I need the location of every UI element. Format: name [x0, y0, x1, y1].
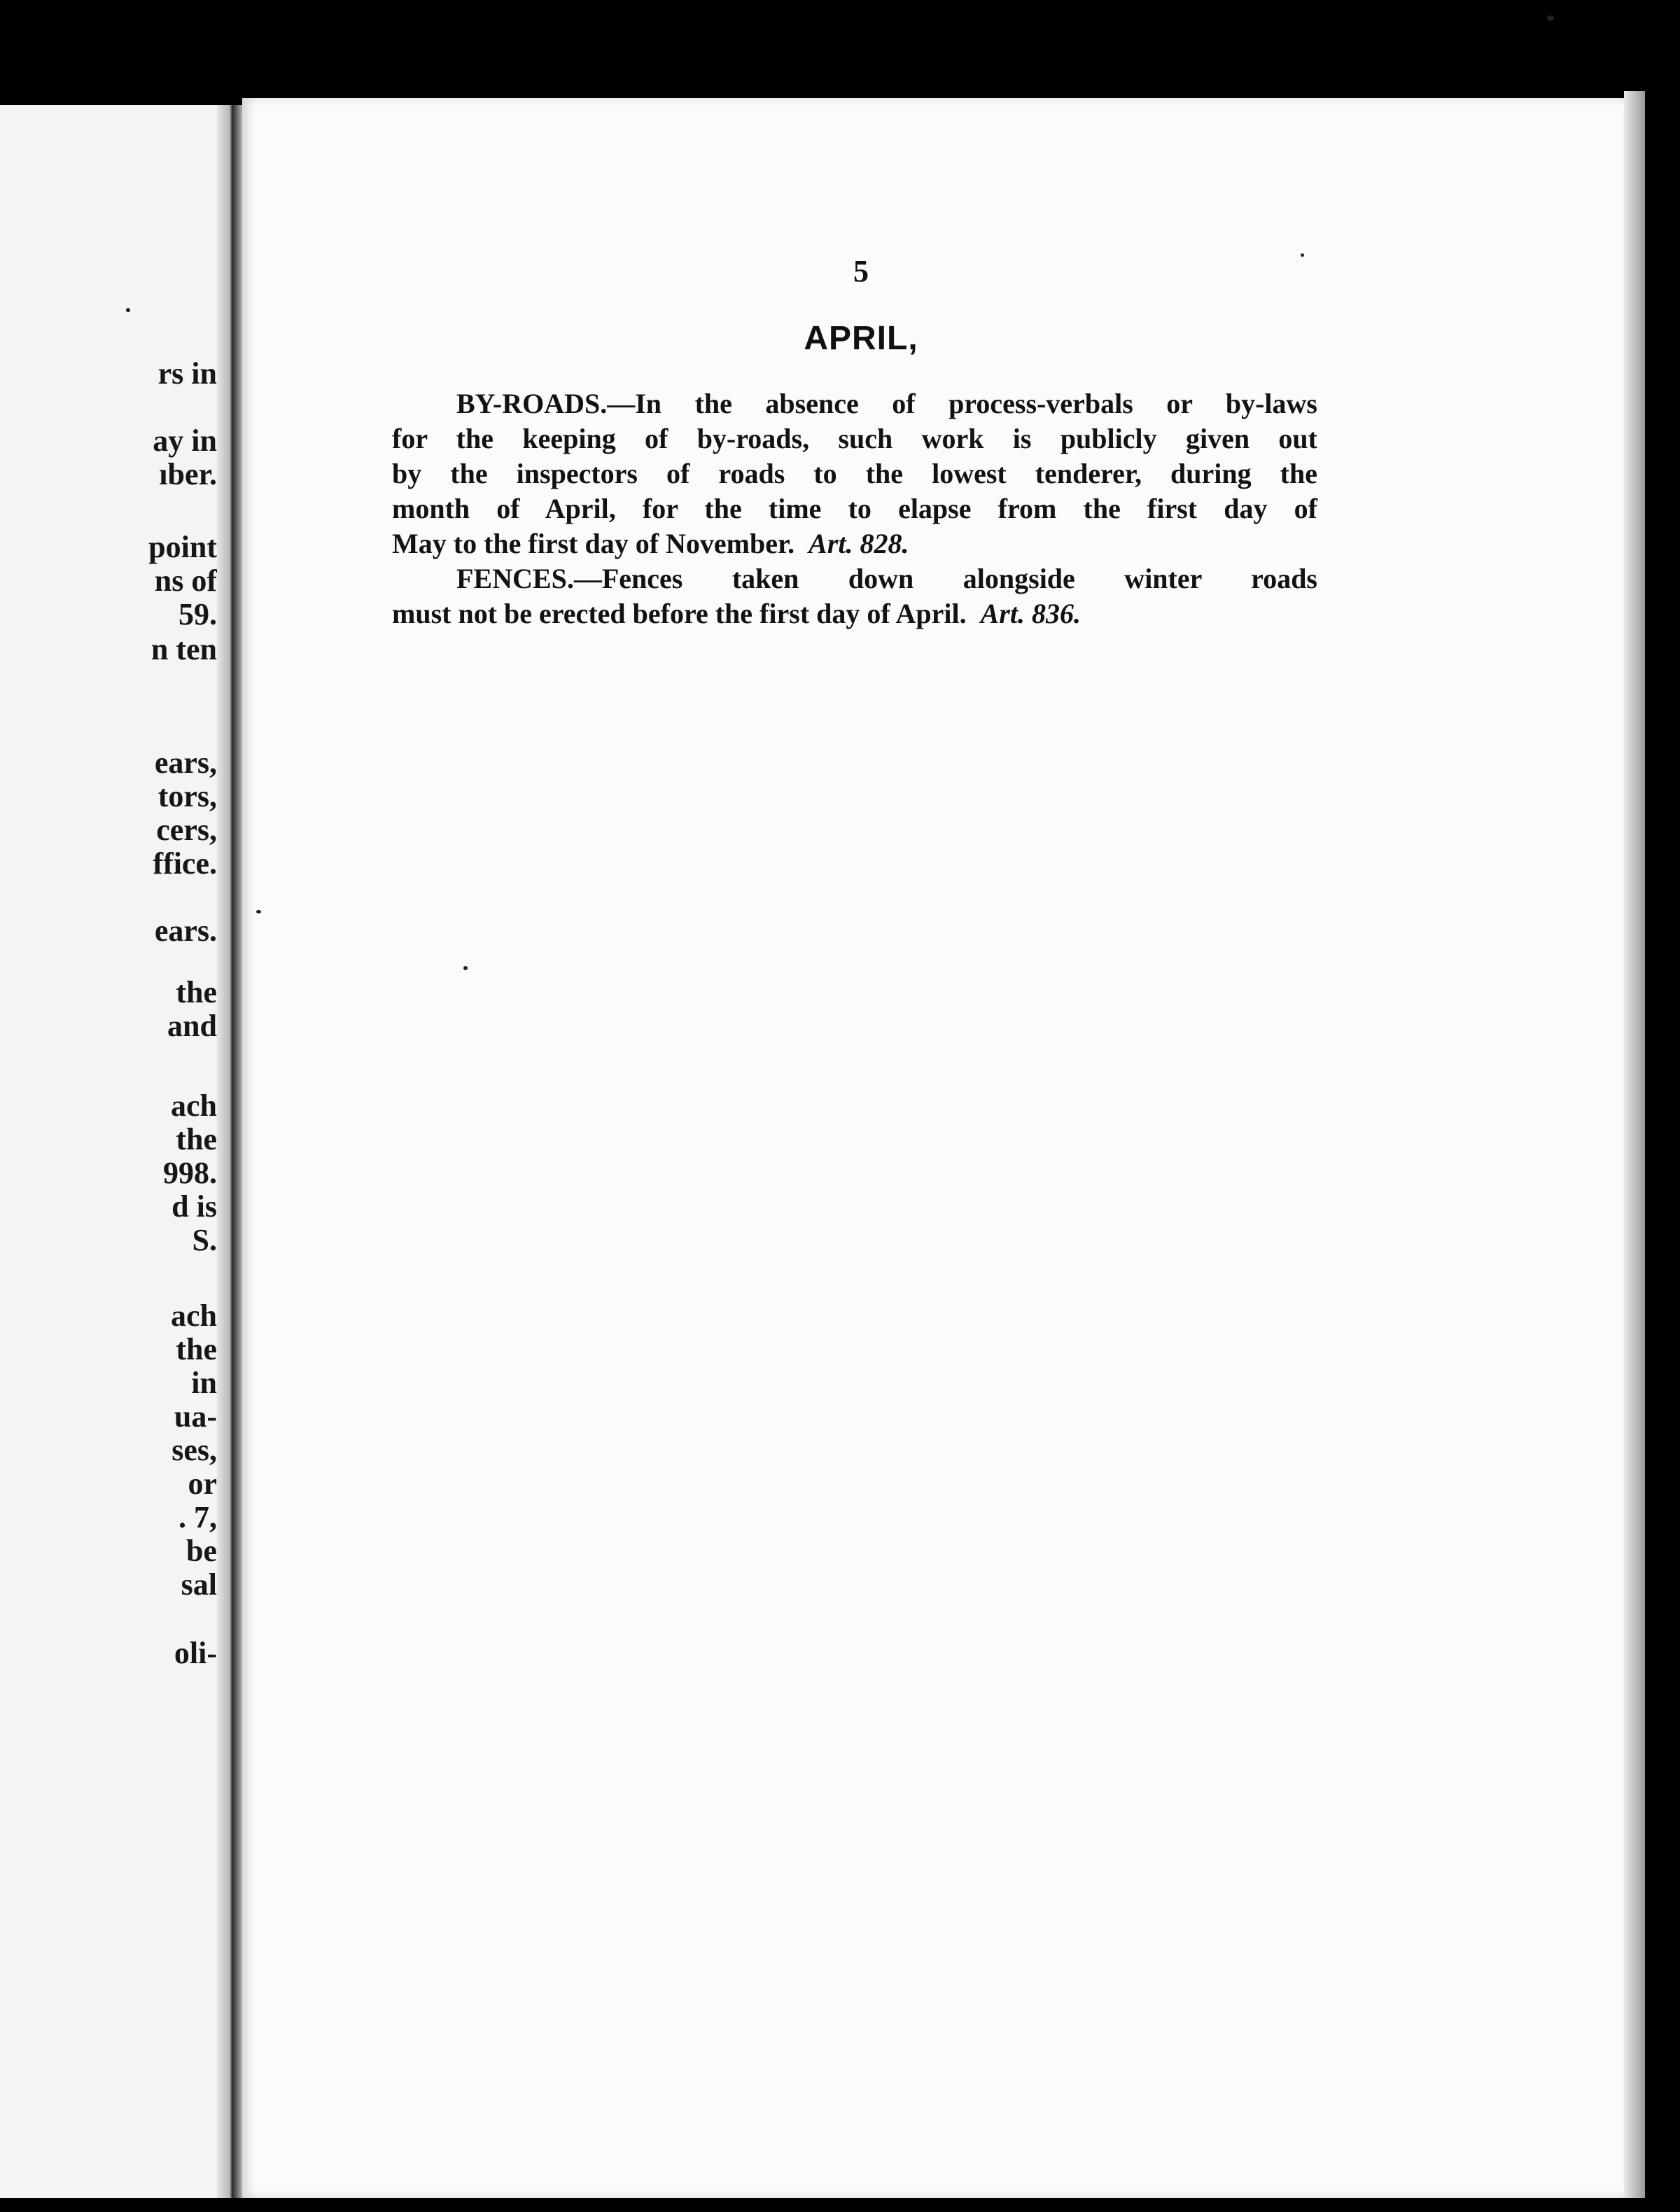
para-line: by the inspectors of roads to the lowest tenderer, during the	[392, 458, 1317, 489]
facing-page-line: ach	[171, 1088, 217, 1123]
facing-page-line: ay in	[153, 424, 217, 458]
page-number: 5	[853, 254, 869, 288]
facing-page-line: ses,	[172, 1433, 217, 1467]
scan-speck	[1301, 253, 1304, 257]
facing-page-line: 998.	[163, 1156, 217, 1190]
section-head: BY-ROADS.	[456, 388, 608, 419]
para-line	[392, 386, 1317, 421]
facing-page-line: the	[176, 1122, 217, 1156]
para-line	[392, 561, 1317, 596]
facing-page-line: S.	[192, 1223, 217, 1257]
facing-page-line: ffice.	[153, 846, 217, 881]
para-line: month of April, for the time to elapse from the first day of	[392, 493, 1317, 524]
facing-page-line: rs in	[158, 356, 217, 391]
facing-page-line: the	[176, 1332, 217, 1366]
facing-page-line: ears,	[154, 746, 217, 780]
section-fences	[392, 561, 1317, 631]
para-line: for the keeping of by-roads, such work is publicly given out	[392, 423, 1317, 454]
article-citation: Art. 836.	[980, 598, 1081, 629]
facing-page-line: d is	[172, 1189, 217, 1224]
article-citation: Art. 828.	[808, 528, 909, 559]
section-text: must not be erected before the first day of April.	[392, 598, 967, 629]
facing-page-line: oli-	[174, 1636, 217, 1670]
facing-page-line: . 7,	[178, 1500, 217, 1534]
facing-page-line: in	[191, 1366, 217, 1400]
facing-page-line: sal	[181, 1567, 217, 1602]
scan-speck	[463, 966, 468, 970]
section-head: FENCES.	[456, 563, 574, 594]
facing-page-line: cers,	[156, 813, 217, 847]
section-by-roads	[392, 386, 1317, 561]
facing-page-fragment	[0, 105, 234, 2198]
page-heading: APRIL,	[804, 320, 918, 357]
facing-page-line: or	[188, 1466, 217, 1501]
facing-page-line: the	[176, 975, 217, 1009]
scan-speck	[256, 910, 261, 913]
scan-speck	[126, 308, 130, 312]
page-gutter	[217, 105, 245, 2198]
facing-page-line: ua-	[174, 1399, 217, 1434]
facing-page-line: be	[186, 1534, 217, 1568]
section-text: May to the first day of November.	[392, 528, 795, 559]
facing-page-line: 59.	[178, 597, 217, 631]
section-text: —In the absence of process-verbals or by-laws	[607, 388, 1317, 419]
page-edge	[1624, 91, 1645, 2198]
facing-page-line: and	[167, 1009, 217, 1043]
section-text: —Fences taken down alongside winter roads	[573, 563, 1317, 594]
para-line	[392, 526, 1317, 561]
facing-page-line: ns of	[154, 564, 217, 598]
facing-page-line: point	[148, 530, 217, 564]
facing-page-line: ıber.	[159, 457, 217, 491]
facing-page-line: ears.	[154, 913, 217, 948]
para-line	[392, 596, 1317, 631]
scan-speck	[1547, 15, 1554, 21]
facing-page-line: tors,	[158, 779, 217, 813]
facing-page-line: ach	[171, 1298, 217, 1333]
facing-page-line: n ten	[150, 632, 217, 666]
